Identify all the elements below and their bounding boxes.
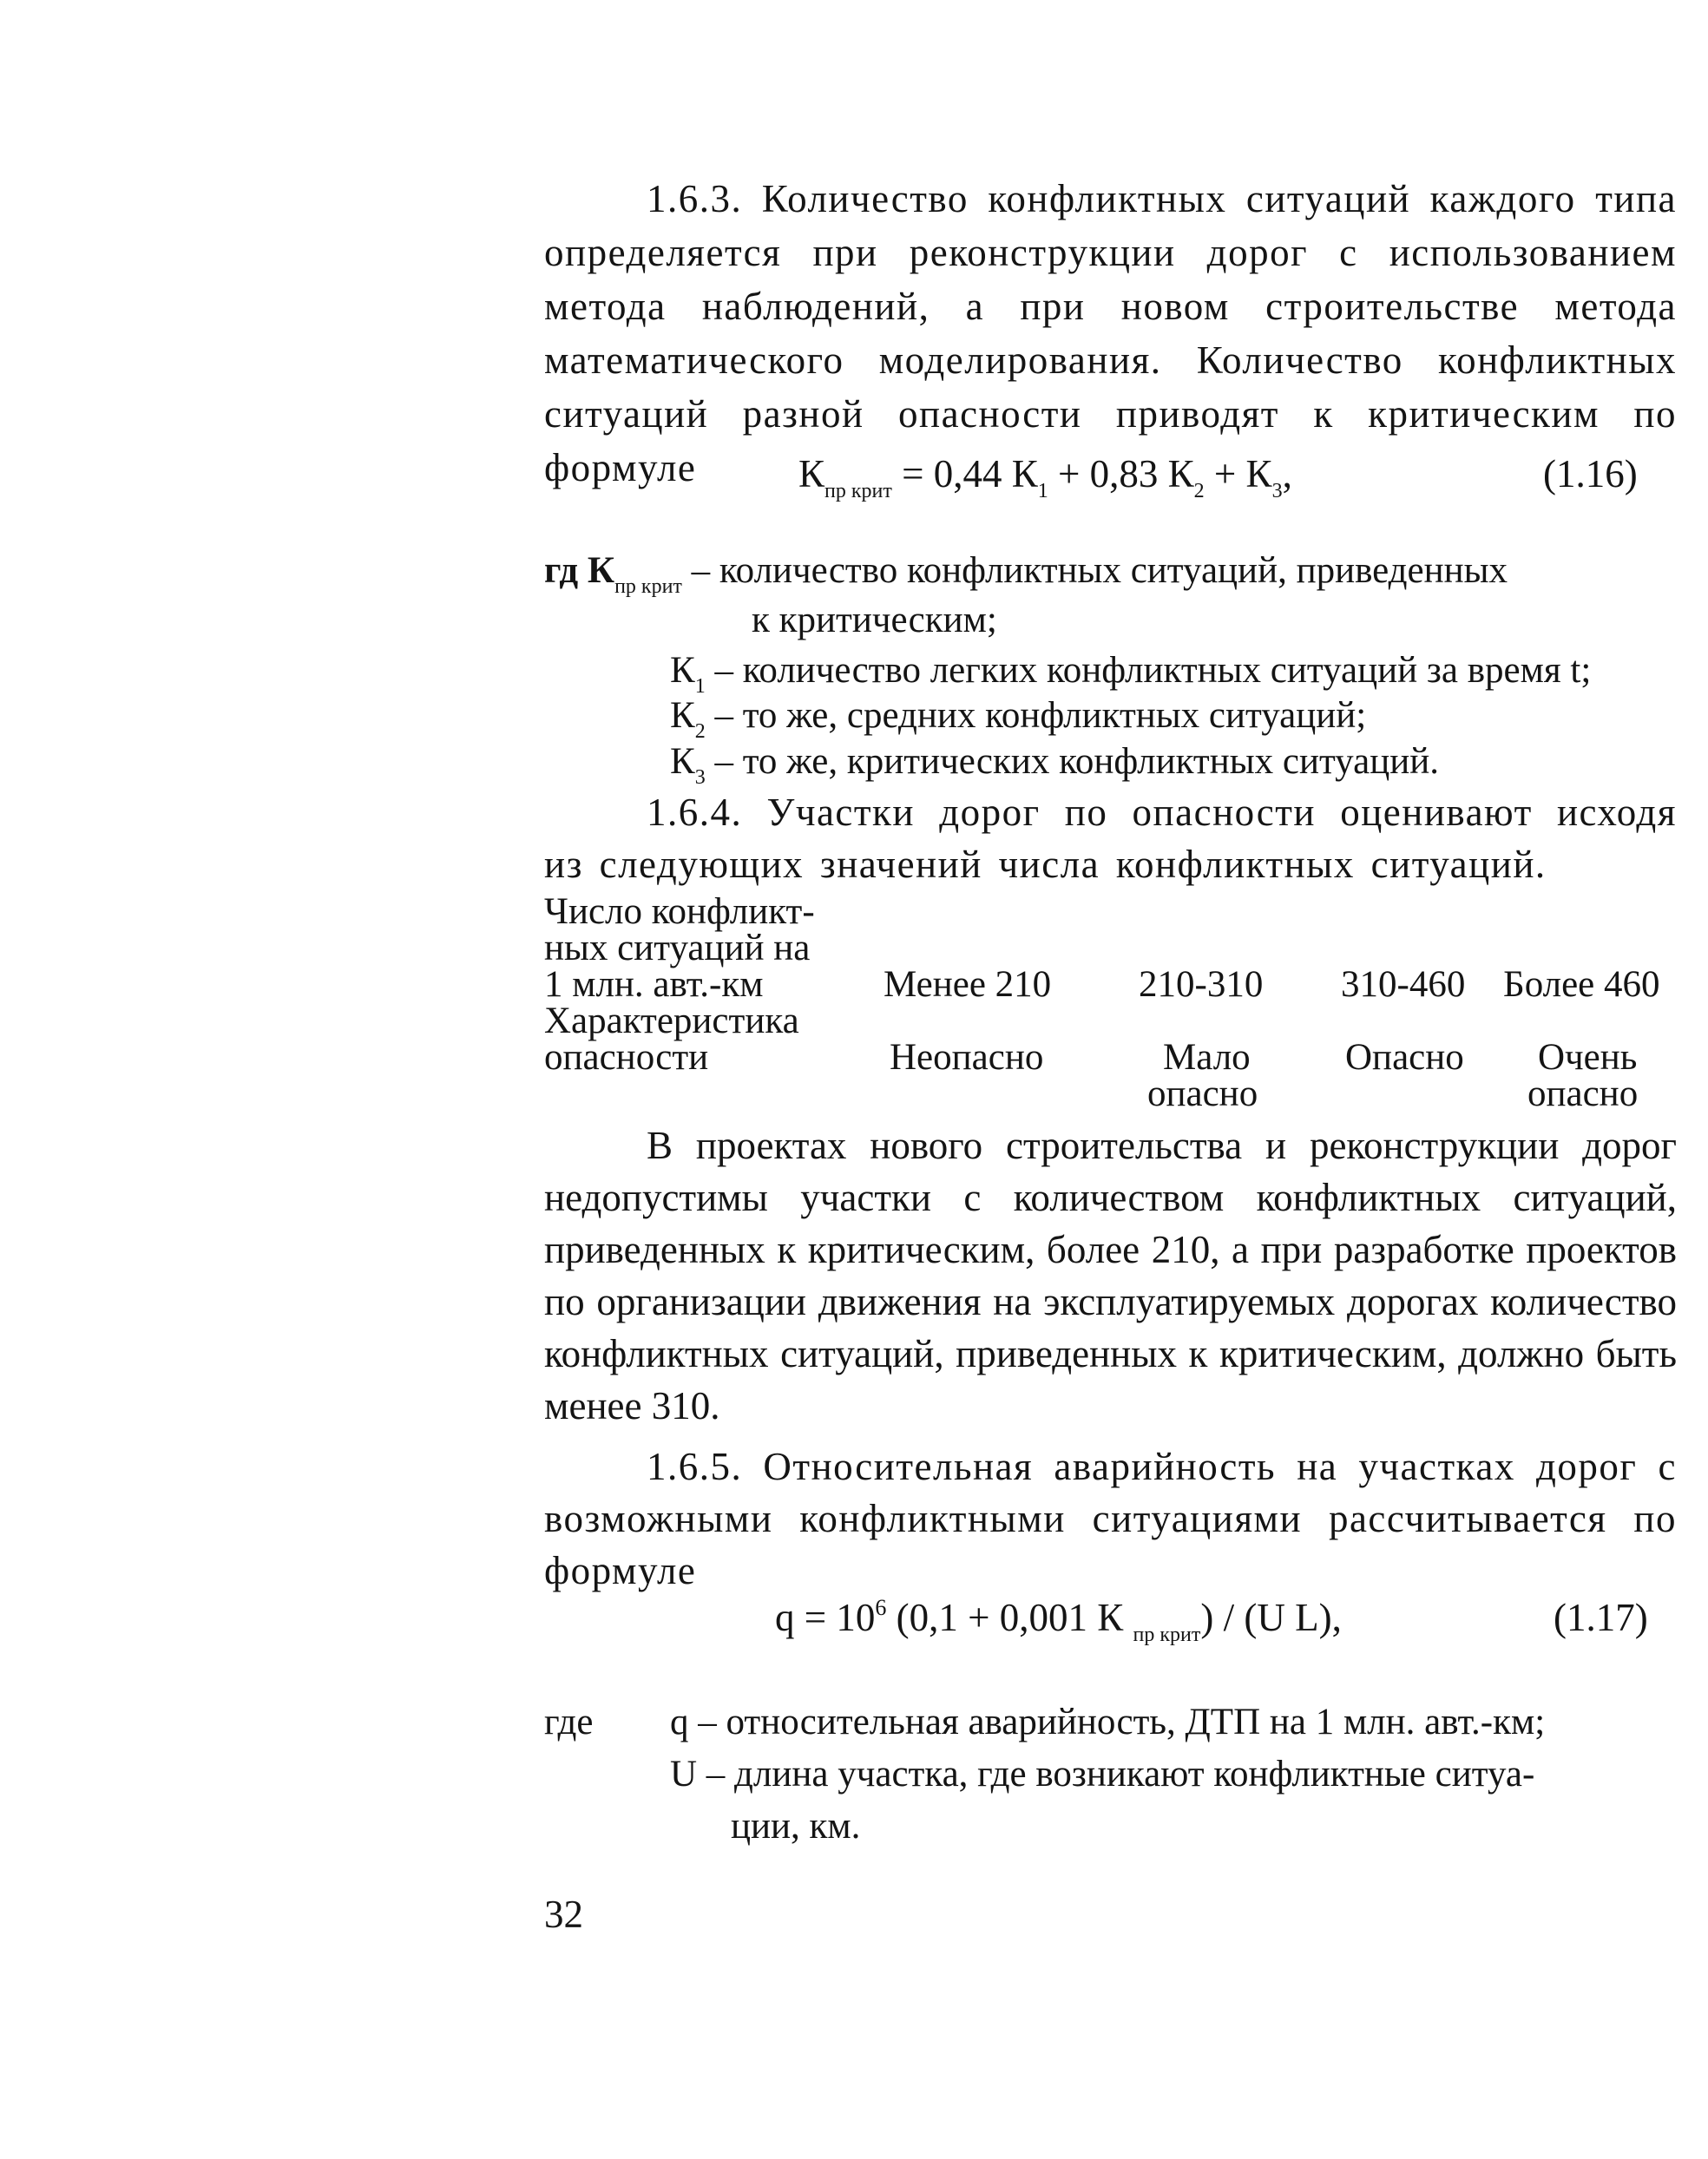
- table-row1-label-line3: 1 млн. авт.-км: [544, 964, 764, 1005]
- paragraph-1-6-5: 1.6.5. Относительная аварийность на участках дорог с возможными конфликтными ситуациями рассчитывается по формуле: [544, 1445, 1677, 1592]
- legend-k-krit-cont: к критическим;: [752, 600, 997, 640]
- legend-k-krit: гд $К_{пр крит}$ – количество конфликтных ситуаций, приведенных: [544, 550, 1508, 598]
- table-cell-value: 310-460: [1341, 964, 1466, 1005]
- page-number: 32: [544, 1893, 583, 1936]
- table-cell-value: Менее 210: [884, 964, 1052, 1005]
- table-cell-characteristic: опасно: [1527, 1073, 1639, 1114]
- legend-k1: $К_1$ – количество легких конфликтных ситуаций за время t;: [670, 650, 1592, 698]
- paragraph-1-6-3: 1.6.3. Количество конфликтных ситуаций каждого типа определяется при реконструкции дорог с использованием метода наблюдений, а при новом строительстве метода математического моделирования. Количество конфликтных ситуаций разной опасности приводят к критическим по формуле: [544, 177, 1677, 489]
- formula-1-16: $К_{пр крит} = 0,44$ $К_1 + 0,83$ $К_2 + К_3$,: [798, 452, 1292, 502]
- table-row2-label-line2: опасности: [544, 1037, 709, 1078]
- legend-u-cont: ции, км.: [731, 1806, 861, 1847]
- table-cell-characteristic: Опасно: [1345, 1037, 1464, 1078]
- table-cell-value: Более 460: [1503, 964, 1660, 1005]
- table-cell-characteristic: Неопасно: [890, 1037, 1044, 1078]
- table-cell-characteristic: опасно: [1147, 1073, 1258, 1114]
- legend-where: где: [544, 1702, 594, 1742]
- table-row2-label-line1: Характеристика: [544, 1001, 799, 1041]
- formula-number-1-16: (1.16): [1543, 452, 1638, 495]
- formula-number-1-17: (1.17): [1554, 1596, 1648, 1639]
- table-cell-characteristic: Мало: [1163, 1037, 1251, 1078]
- table-row1-label-line1: Число конфликт-: [544, 891, 815, 932]
- paragraph-requirements: В проектах нового строительства и реконструкции дорог недопустимы участки с количеством конфликтных ситуаций, приведенных к критическим, более 210, а при разработке проектов по организации движения на эксплуатируемых дорогах количество конфликтных ситуаций, приведенных к критическим, должно быть менее 310.: [544, 1124, 1677, 1427]
- table-cell-value: 210-310: [1139, 964, 1264, 1005]
- table-row1-label-line2: ных ситуаций на: [544, 928, 811, 968]
- table-cell-characteristic: Очень: [1538, 1037, 1638, 1078]
- legend-k3: $К_3$ – то же, критических конфликтных ситуаций.: [670, 741, 1439, 789]
- legend-u: U – длина участка, где возникают конфликтные ситуа-: [670, 1754, 1535, 1795]
- paragraph-1-6-4: 1.6.4. Участки дорог по опасности оценивают исходя из следующих значений числа конфликтных ситуаций.: [544, 791, 1677, 886]
- legend-k2: $К_2$ – то же, средних конфликтных ситуаций;: [670, 695, 1367, 743]
- legend-q: q – относительная аварийность, ДТП на 1 млн. авт.-км;: [670, 1702, 1546, 1742]
- formula-1-17: $q = 10^6$ (0,1 + 0,001 К $_{пр крит}$) / (U L),: [775, 1595, 1342, 1646]
